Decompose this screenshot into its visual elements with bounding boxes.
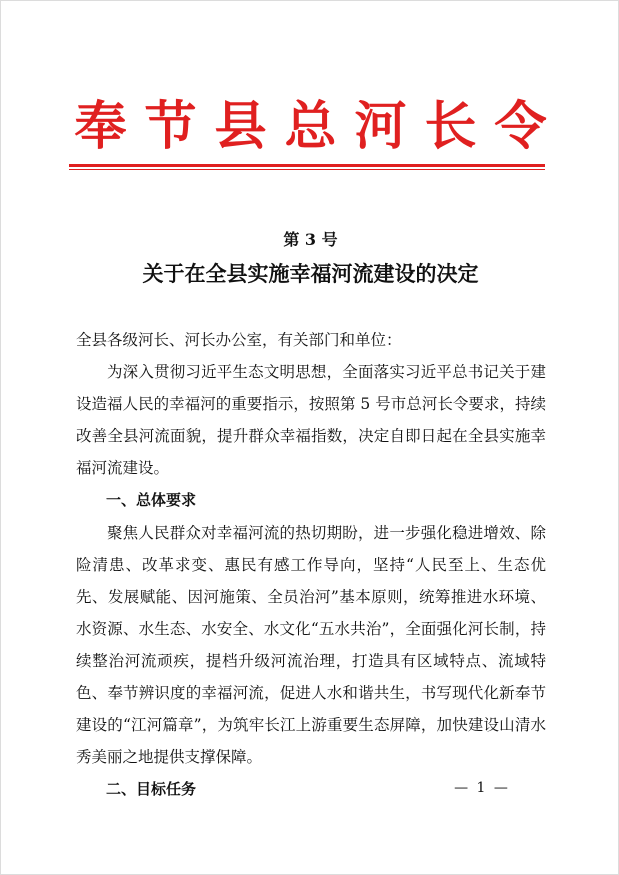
page-number: — 1 — bbox=[454, 780, 510, 796]
salutation: 全县各级河长、河长办公室，有关部门和单位： bbox=[76, 331, 402, 349]
intro-paragraph: 为深入贯彻习近平生态文明思想，全面落实习近平总书记关于建设造福人民的幸福河的重要指示，按照第 5 号市总河长令要求，持续改善全县河流面貌，提升群众幸福指数，决定自即日起在全县实施幸福河流建设。 bbox=[76, 363, 546, 478]
masthead-rule-thin bbox=[69, 169, 545, 170]
section-heading-general-requirements: 一、总体要求 bbox=[106, 491, 197, 510]
section-paragraph-general-requirements: 聚焦人民群众对幸福河流的热切期盼，进一步强化稳进增效、除险清患、改革求变、惠民有感工作导向，坚持“人民至上、生态优先、发展赋能、因河施策、全员治河”基本原则，统筹推进水环境、水资源、水生态、水安全、水文化“五水共治”，全面强化河长制，持续整治河流顽疾，提档升级河流治理，打造具有区域特点、流域特色、奉节辨识度的幸福河流，促进人水和谐共生，书写现代化新奉节建设的“江河篇章”，为筑牢长江上游重要生态屏障，加快建设山清水秀美丽之地提供支撑保障。 bbox=[76, 523, 546, 767]
masthead-rule-thick bbox=[69, 164, 545, 167]
document-title: 关于在全县实施幸福河流建设的决定 bbox=[142, 261, 479, 286]
section-heading-goals-tasks: 二、目标任务 bbox=[106, 780, 197, 799]
document-body bbox=[76, 324, 546, 805]
masthead-title: 奉节县总河长令 bbox=[74, 96, 565, 157]
document-number: 第 3 号 bbox=[283, 230, 338, 249]
